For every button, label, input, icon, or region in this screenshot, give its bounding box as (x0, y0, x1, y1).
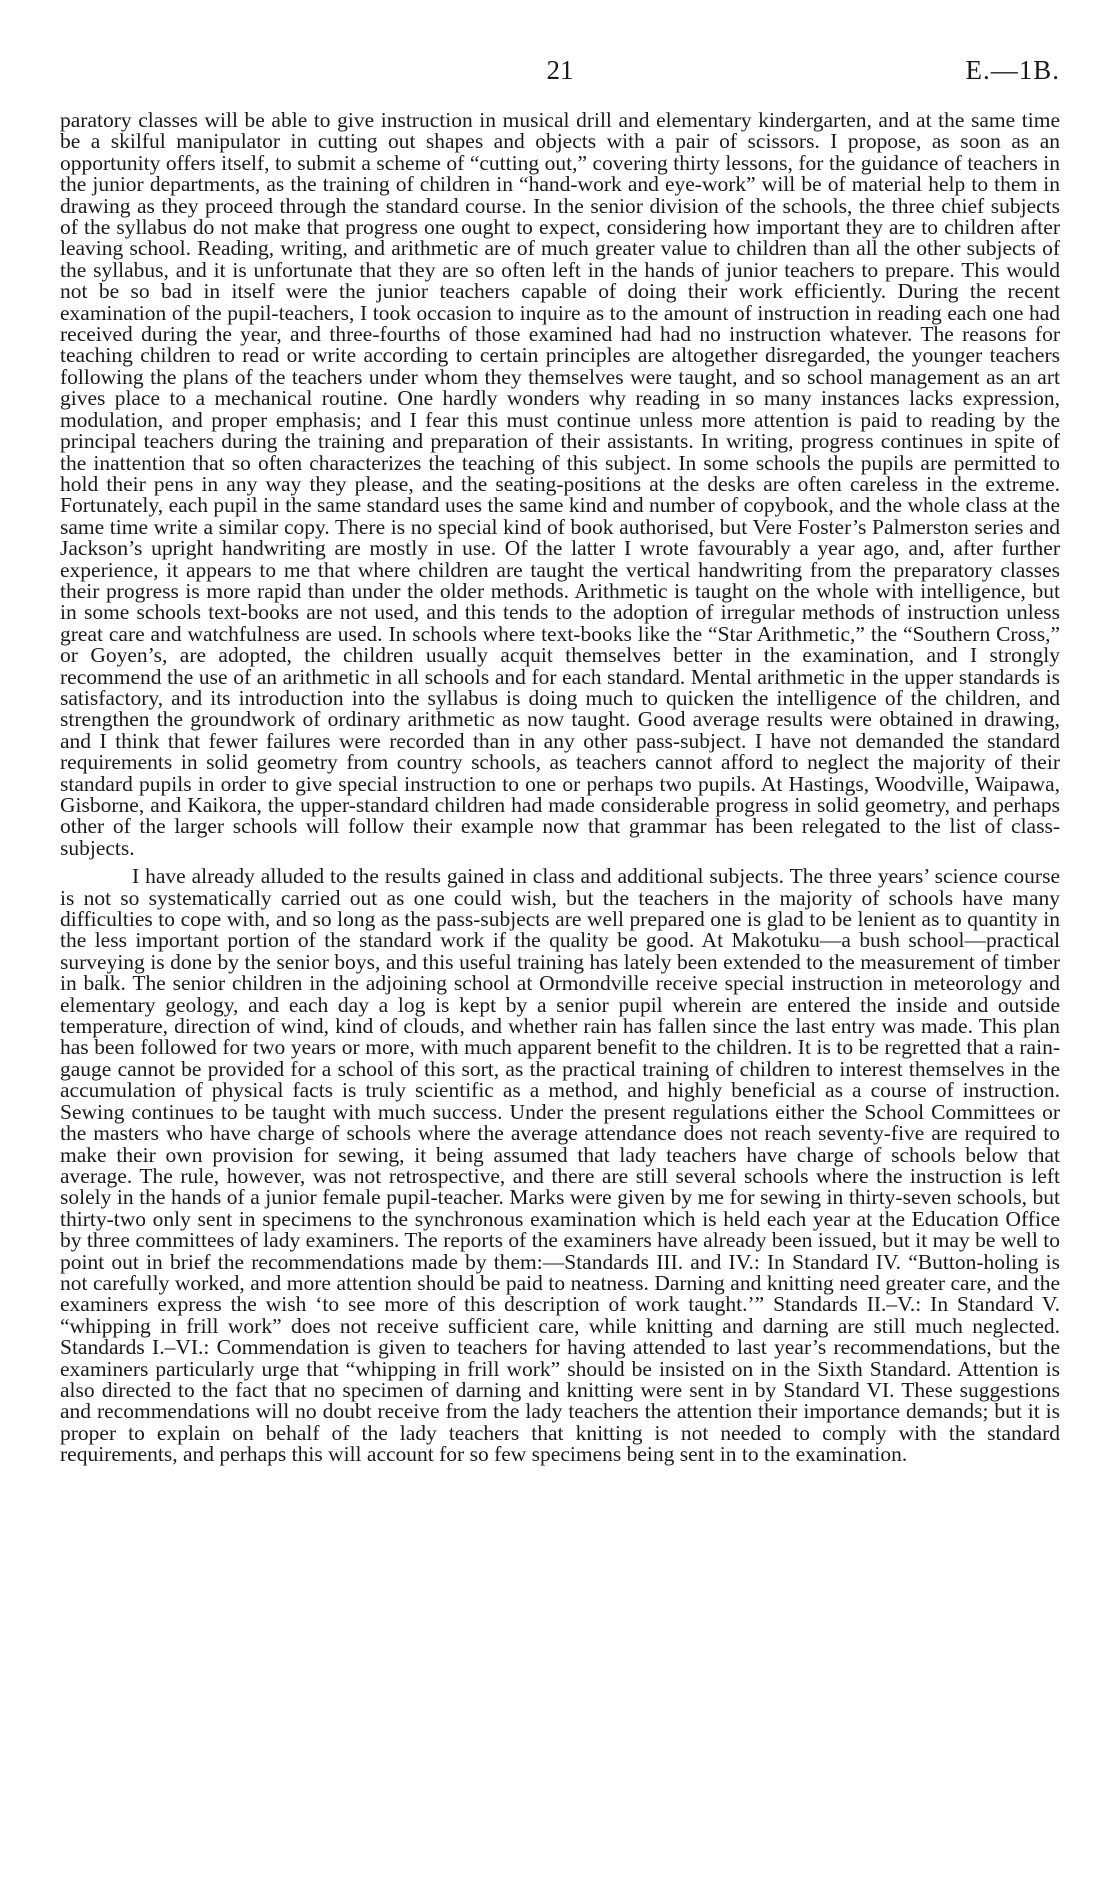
page-number: 21 (546, 55, 574, 85)
document-reference: E.—1B. (965, 55, 1060, 85)
paragraph-continuation: paratory classes will be able to give instruction in musical drill and elementary kindergarten, and at the same time be a skilful manipulator in cutting out shapes and objects with a pair of scissors. I propose, as soon as an opportunity offers itself, to submit a scheme of “cutting out,” covering thirty lessons, for the guidance of teachers in the junior departments, as the training of children in “hand-work and eye-work” will be of material help to them in drawing as they proceed through the standard course. In the senior division of the schools, the three chief subjects of the syllabus do not make that progress one ought to expect, considering how important they are to children after leaving school. Reading, writing, and arithmetic are of much greater value to children than all the other subjects of the syllabus, and it is unfortunate that they are so often left in the hands of junior teachers to prepare. This would not be so bad in itself were the junior teachers capable of doing their work efficiently. During the recent examination of the pupil-teachers, I took occasion to inquire as to the amount of instruction in reading each one had received during the year, and three-fourths of those examined had had no instruction whatever. The reasons for teaching children to read or write according to certain principles are altogether disregarded, the younger teachers following the plans of the teachers under whom they themselves were taught, and so school management as an art gives place to a mechanical routine. One hardly wonders why reading in so many instances lacks expression, modulation, and proper emphasis; and I fear this must continue unless more attention is paid to reading by the principal teachers during the training and preparation of their assistants. In writing, progress continues in spite of the inattention that so often characterizes the teaching of this subject. In some schools the pupils are permitted to hold their pens in any way they please, and the seating-positions at the desks are often careless in the extreme. Fortunately, each pupil in the same standard uses the same kind and number of copybook, and the whole class at the same time write a similar copy. There is no special kind of book authorised, but Vere Foster’s Palmerston series and Jackson’s upright handwriting are mostly in use. Of the latter I wrote favourably a year ago, and, after further experience, it appears to me that where children are taught the vertical handwriting from the preparatory classes their progress is more rapid than under the older methods. Arithmetic is taught on the whole with intelligence, but in some schools text-books are not used, and this tends to the adoption of irregular methods of instruction unless great care and watchfulness are used. In schools where text-books like the “Star Arithmetic,” the “Southern Cross,” or Goyen’s, are adopted, the children usually acquit themselves better in the examination, and I strongly recommend the use of an arithmetic in all schools and for each standard. Mental arithmetic in the upper standards is satisfactory, and its introduction into the syllabus is doing much to quicken the intelligence of the children, and strengthen the groundwork of ordinary arithmetic as now taught. Good average results were obtained in drawing, and I think that fewer failures were recorded than in any other pass-subject. I have not demanded the standard requirements in solid geometry from country schools, as teachers cannot afford to neglect the majority of their standard pupils in order to give special instruction to one or perhaps two pupils. At Hastings, Woodville, Waipawa, Gisborne, and Kaikora, the upper-standard children had made considerable progress in solid geometry, and perhaps other of the larger schools will follow their example now that grammar has been relegated to the list of class-subjects. (60, 108, 1060, 860)
paragraph-class-subjects: I have already alluded to the results gained in class and additional subjects. The three years’ science course is not so systematically carried out as one could wish, but the teachers in the majority of schools have many difficulties to cope with, and so long as the pass-subjects are well prepared one is glad to be lenient as to quantity in the less important portion of the standard work if the quality be good. At Makotuku—a bush school—practical surveying is done by the senior boys, and this useful training has lately been extended to the measurement of timber in balk. The senior children in the adjoining school at Ormondville receive special instruction in meteorology and elementary geology, and each day a log is kept by a senior pupil wherein are entered the inside and outside temperature, direction of wind, kind of clouds, and whether rain has fallen since the last entry was made. This plan has been followed for two years or more, with much apparent benefit to the children. It is to be regretted that a rain-gauge cannot be provided for a school of this sort, as the practical training of children to interest themselves in the accumulation of physical facts is truly scientific as a method, and highly beneficial as a course of instruction. Sewing continues to be taught with much success. Under the present regulations either the School Committees or the masters who have charge of schools where the average attendance does not reach seventy-five are required to make their own provision for sewing, it being assumed that lady teachers have charge of schools below that average. The rule, however, was not retrospective, and there are still several schools where the instruction is left solely in the hands of a junior female pupil-teacher. Marks were given by me for sewing in thirty-seven schools, but thirty-two only sent in specimens to the synchronous examination which is held each year at the Education Office by three committees of lady examiners. The reports of the examiners have already been issued, but it may be well to point out in brief the recommendations made by them:—Standards III. and IV.: In Standard IV. “Button-holing is not carefully worked, and more attention should be paid to neatness. Darning and knitting need greater care, and the examiners express the wish ‘to see more of this description of work taught.’” Standards II.–V.: In Standard V. “whipping in frill work” does not receive sufficient care, while knitting and darning are still much neglected. Standards I.–VI.: Commendation is given to teachers for having attended to last year’s recommendations, but the examiners particularly urge that “whipping in frill work” should be insisted on in the Sixth Standard. Attention is also directed to the fact that no specimen of darning and knitting were sent in by Standard VI. These suggestions and recommendations will no doubt receive from the lady teachers the attention their importance demands; but it is proper to explain on behalf of the lady teachers that knitting is not needed to comply with the standard requirements, and perhaps this will account for so few specimens being sent in to the examination. (60, 864, 1060, 1467)
page-header (60, 50, 1060, 90)
body-text (60, 110, 1060, 1473)
